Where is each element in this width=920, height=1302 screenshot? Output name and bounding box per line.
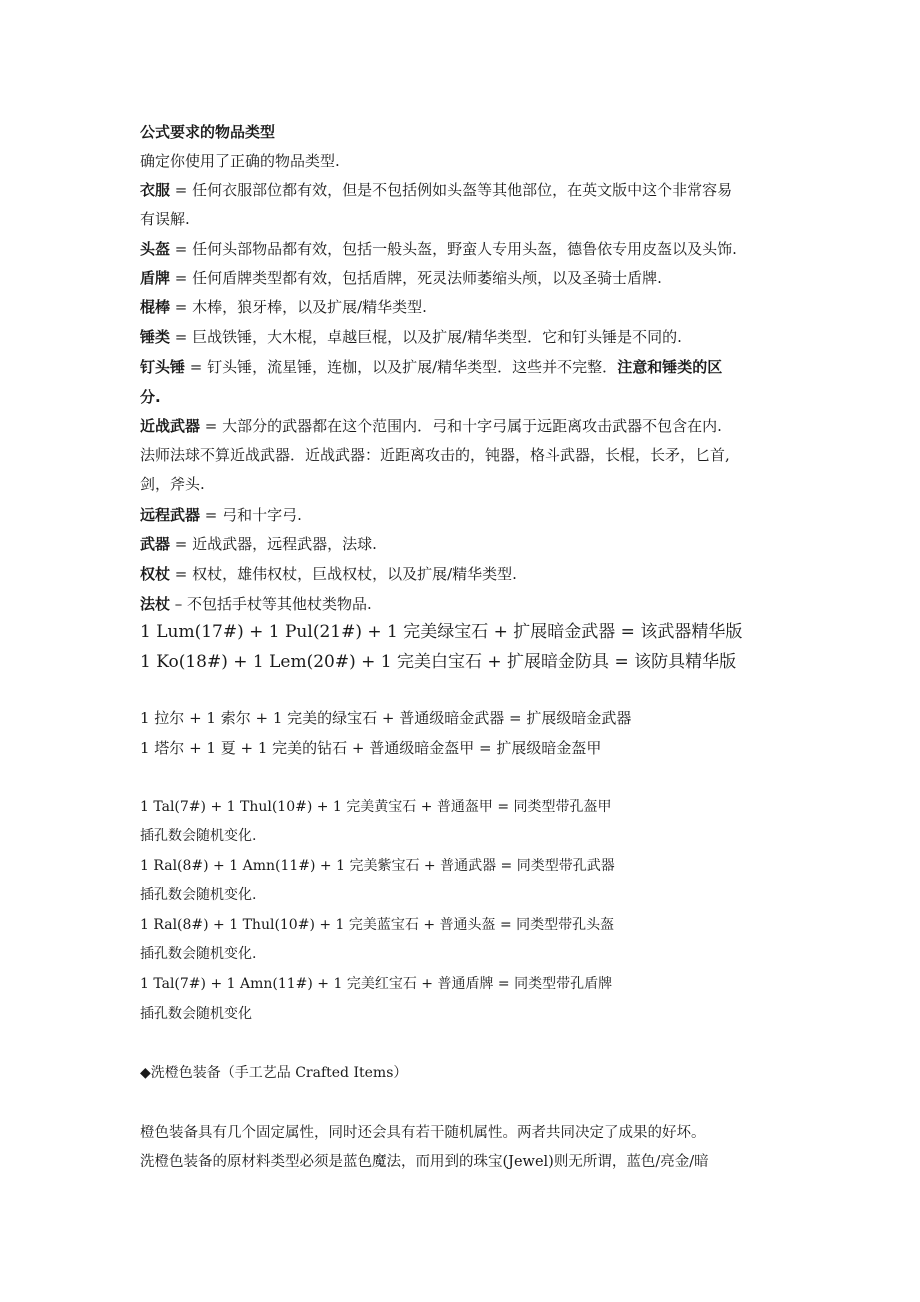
term: 棍棒: [140, 298, 171, 316]
formula-large: 1 Ko(18#) + 1 Lem(20#) + 1 完美白宝石 + 扩展暗金防具 = 该防具精华版: [140, 652, 737, 672]
section2-paragraph: 洗橙色装备的原材料类型必须是蓝色魔法，而用到的珠宝(Jewel)则无所谓，蓝色/亮金/暗: [140, 1154, 709, 1170]
def-shield: [140, 271, 662, 286]
intro-text: 确定你使用了正确的物品类型.: [140, 152, 340, 170]
term: 锤类: [140, 328, 171, 346]
definition: = 大部分的武器都在这个范围内．弓和十字弓属于远距离攻击武器不包含在内.: [200, 417, 722, 435]
term: 盾牌: [140, 269, 171, 287]
section2-title: ◆洗橙色装备（手工艺品 Crafted Items）: [140, 1065, 408, 1081]
def-mace-cont: 分.: [140, 388, 161, 406]
definition: = 权杖，雄伟权杖，巨战权杖，以及扩展/精华类型.: [170, 565, 517, 583]
definition: = 近战武器，远程武器，法球.: [170, 535, 377, 553]
socket-note: 插孔数会随机变化.: [140, 828, 257, 844]
term: 近战武器: [140, 417, 201, 435]
section2-paragraph: 橙色装备具有几个固定属性，同时还会具有若干随机属性。两者共同决定了成果的好坏。: [140, 1125, 706, 1141]
socket-formula: 1 Ral(8#) + 1 Thul(10#) + 1 完美蓝宝石 + 普通头盔 = 同类型带孔头盔: [140, 917, 615, 933]
def-melee: [140, 419, 722, 434]
definition: = 巨战铁锤，大木棍，卓越巨棍，以及扩展/精华类型．它和钉头锤是不同的.: [170, 328, 682, 346]
def-melee-cont: 法师法球不算近战武器．近战武器：近距离攻击的，钝器，格斗武器，长棍，长矛，匕首,: [140, 446, 730, 464]
formula-large: 1 Lum(17#) + 1 Pul(21#) + 1 完美绿宝石 + 扩展暗金武器 = 该武器精华版: [140, 622, 743, 642]
definition: = 钉头锤，流星锤，连枷，以及扩展/精华类型．这些并不完整．: [185, 358, 618, 376]
term: 头盔: [140, 240, 171, 258]
def-melee-cont2: 剑，斧头.: [140, 475, 205, 493]
def-weapon: [140, 537, 377, 552]
term: 衣服: [140, 181, 171, 199]
socket-note: 插孔数会随机变化.: [140, 946, 257, 962]
socket-formula: 1 Ral(8#) + 1 Amn(11#) + 1 完美紫宝石 + 普通武器 = 同类型带孔武器: [140, 858, 615, 874]
term: 钉头锤: [140, 358, 186, 376]
def-clothing-cont: 有误解.: [140, 210, 190, 228]
def-hammer: [140, 330, 682, 345]
definition: = 木棒，狼牙棒，以及扩展/精华类型.: [170, 298, 427, 316]
def-helm: [140, 242, 737, 257]
formula-cn: 1 拉尔 + 1 索尔 + 1 完美的绿宝石 + 普通级暗金武器 = 扩展级暗金武器: [140, 709, 632, 727]
section-heading: 公式要求的物品类型: [140, 123, 276, 141]
definition: = 任何头部物品都有效，包括一般头盔，野蛮人专用头盔，德鲁依专用皮盔以及头饰.: [170, 240, 737, 258]
socket-note: 插孔数会随机变化.: [140, 887, 257, 903]
socket-formula: 1 Tal(7#) + 1 Amn(11#) + 1 完美红宝石 + 普通盾牌 = 同类型带孔盾牌: [140, 976, 613, 992]
def-scepter: [140, 567, 517, 582]
note-bold: 注意和锤类的区: [617, 358, 723, 376]
formula-cn: 1 塔尔 + 1 夏 + 1 完美的钻石 + 普通级暗金盔甲 = 扩展级暗金盔甲: [140, 739, 602, 757]
def-clothing: [140, 183, 732, 198]
definition: – 不包括手杖等其他杖类物品.: [170, 595, 372, 613]
def-mace: [140, 360, 722, 375]
def-ranged: [140, 508, 302, 523]
definition: = 弓和十字弓.: [200, 506, 302, 524]
definition: = 任何盾牌类型都有效，包括盾牌，死灵法师萎缩头颅，以及圣骑士盾牌.: [170, 269, 662, 287]
term: 武器: [140, 535, 171, 553]
socket-formula: 1 Tal(7#) + 1 Thul(10#) + 1 完美黄宝石 + 普通盔甲 = 同类型带孔盔甲: [140, 799, 612, 815]
definition: = 任何衣服部位都有效，但是不包括例如头盔等其他部位，在英文版中这个非常容易: [170, 181, 733, 199]
term: 远程武器: [140, 506, 201, 524]
def-club: [140, 300, 427, 315]
def-staff: [140, 597, 372, 612]
socket-note: 插孔数会随机变化: [140, 1006, 252, 1022]
term: 权杖: [140, 565, 171, 583]
term: 法杖: [140, 595, 171, 613]
